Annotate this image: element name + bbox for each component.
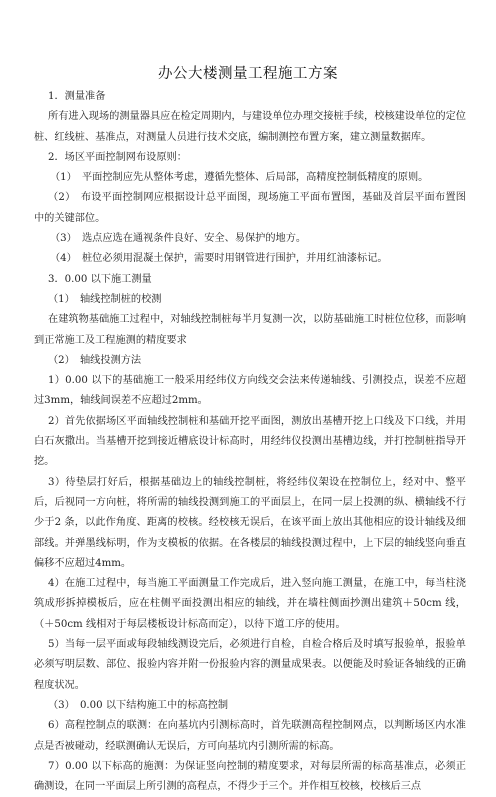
document-body (34, 87, 466, 797)
paragraph: 6）高程控制点的联测：在向基坑内引测标高时，首先联测高程控制网点，以判断场区内水准点是否被碰动，经联测确认无误后，方可向基坑内引测所需的标高。 (34, 720, 466, 752)
paragraph: （1） 平面控制应先从整体考虑，遵循先整体、后局部，高精度控制低精度的原则。 (50, 172, 429, 184)
paragraph: 7）0.00 以下标高的施测：为保证竖向控制的精度要求，对每层所需的标高基准点，必须正确测设，在同一平面层上所引测的高程点，不得少于三个。并作相互校核，校核后三点 (34, 760, 466, 793)
paragraph: （1） 轴线控制桩的校测 (48, 293, 162, 305)
paragraph: 1）0.00 以下的基础施工一般采用经纬仪方向线交会法来传递轴线、引测投点，误差不应超过3mm，轴线间误差不应超过2mm。 (34, 375, 466, 407)
paragraph: 3）待垫层打好后，根据基础边上的轴线控制桩，将经纬仪架设在控制位上，经对中、整平后，后视同一方向桩，将所需的轴线投测到施工的平面层上，在同一层上投测的纵、横轴线不行少于2 条，以此作角度、距离的校核。经校核无误后，在该平面上放出其他相应的设计轴线及细部线。并弹墨线标明，作为支模板的依据。在各楼层的轴线投测过程中，上下层的轴线竖向垂直偏移不应超过4mm。 (34, 476, 466, 569)
paragraph: 在建筑物基础施工过程中，对轴线控制桩每半月复测一次，以防基础施工时桩位位移，而影响到正常施工及工程施测的精度要求 (34, 314, 466, 346)
paragraph: （2） 布设平面控制网应根据设计总平面图，现场施工平面布置图，基础及首层平面布置图中的关键部位。 (34, 192, 466, 224)
paragraph: （4） 桩位必须用混凝土保护，需要时用钢管进行围护，并用红油漆标记。 (50, 253, 388, 265)
paragraph: 4）在施工过程中，每当施工平面测量工作完成后，进入竖向施工测量，在施工中，每当柱浇筑成形拆掉模板后，应在柱侧平面投测出相应的轴线，并在墙柱侧面抄测出建筑＋50cm 线，（＋50cm 线相对于每层楼板设计标高而定），以待下道工序的使用。 (34, 578, 466, 630)
paragraph: 所有进入现场的测量器具应在检定周期内，与建设单位办理交接桩手续，校核建设单位的定位桩、红线桩、基准点，对测量人员进行技术交底，编制测控布置方案，建立测量数据库。 (34, 111, 466, 143)
paragraph: 1．测量准备 (48, 91, 106, 102)
paragraph: 2．场区平面控制网布设原则： (48, 151, 187, 163)
document-title: 办公大楼测量工程施工方案 (158, 66, 338, 82)
paragraph: 3．0.00 以下施工测量 (48, 273, 152, 285)
paragraph: 2）首先依据场区平面轴线控制桩和基础开挖平面图，测放出基槽开挖上口线及下口线，并用白石灰撒出。当基槽开挖到接近槽底设计标高时，用经纬仪投测出基槽边线，并打控制桩指导开挖。 (34, 415, 466, 468)
paragraph: （2） 轴线投测方法 (48, 354, 142, 366)
paragraph: （3） 选点应选在通视条件良好、安全、易保护的地方。 (50, 233, 307, 245)
paragraph: （3） 0.00 以下结构施工中的标高控制 (48, 699, 229, 711)
paragraph: 5）当每一层平面或每段轴线测设完后，必须进行自检，自检合格后及时填写报验单，报验单必须写明层数、部位、报验内容并附一份报验内容的测量成果表。以便能及时验证各轴线的正确程度状况。 (34, 639, 466, 691)
